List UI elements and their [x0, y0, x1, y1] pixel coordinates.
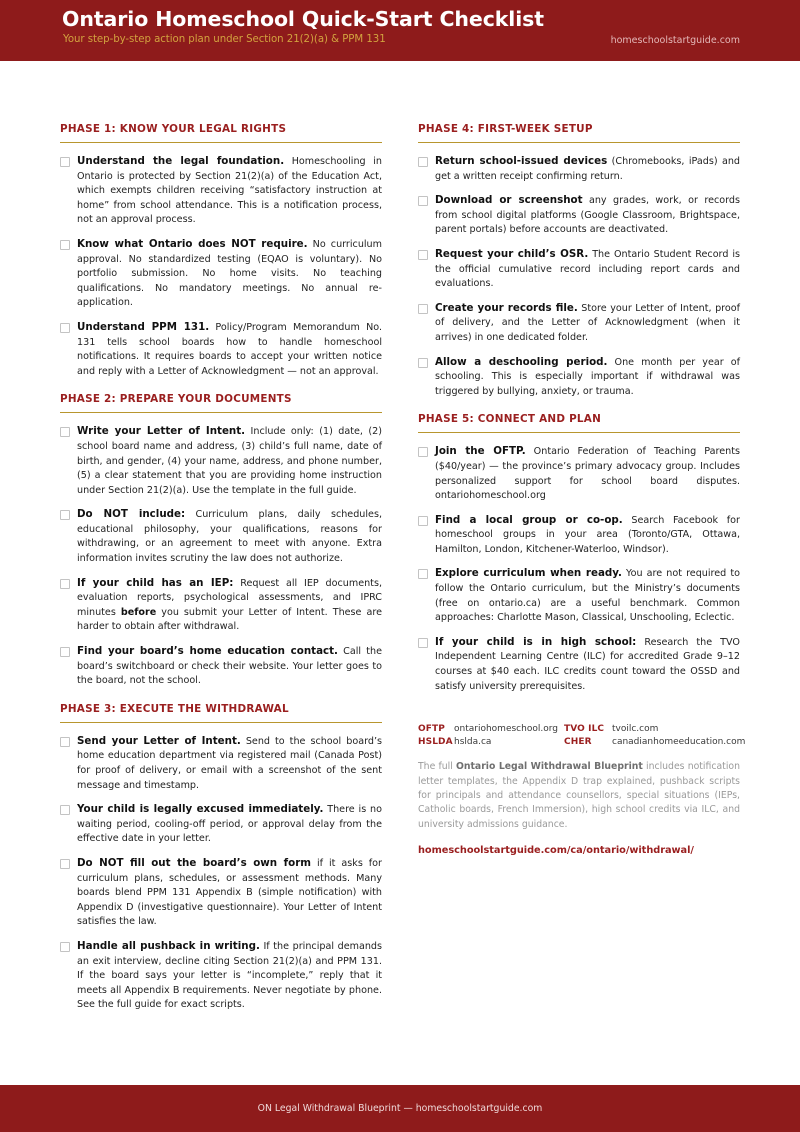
checklist-item[interactable] — [418, 513, 740, 558]
checklist-item-lead: Know what Ontario does NOT require. — [77, 237, 308, 250]
checklist-item-body: Call the board’s switchboard or check their website. Your letter goes to the board, not the school. — [77, 646, 382, 687]
checkbox-icon[interactable] — [418, 358, 428, 368]
checklist-item[interactable] — [60, 507, 382, 566]
checklist-item-lead: Find your board’s home education contact. — [77, 645, 338, 658]
checklist-item[interactable] — [60, 802, 382, 847]
checklist-item-text — [77, 734, 382, 793]
checklist-item[interactable] — [60, 320, 382, 379]
checklist-item[interactable] — [60, 237, 382, 311]
blueprint-title: Ontario Legal Withdrawal Blueprint — [455, 761, 643, 773]
phase-heading: PHASE 3: EXECUTE THE WITHDRAWAL — [60, 703, 382, 723]
checklist-item-body: Curriculum plans, daily schedules, educational philosophy, your qualifications, reasons for withdrawing, or an agreement to meet with anyone. Extra information invites scrutiny the law does not authorize. — [77, 509, 382, 565]
checkbox-icon[interactable] — [60, 805, 70, 815]
checklist-item-text — [77, 507, 382, 566]
checklist-item[interactable] — [418, 635, 740, 694]
checkbox-icon[interactable] — [60, 240, 70, 250]
checklist-item-emphasis: before — [120, 606, 157, 618]
checkbox-icon[interactable] — [418, 250, 428, 260]
checklist-item-body: Research the TVO Independent Learning Centre (ILC) for accredited Grade 9–12 courses at $40 each. ILC credits count toward the OSSD and satisfy university prerequisites. — [435, 636, 740, 692]
resource-label: HSLDA — [418, 737, 453, 748]
checkbox-icon[interactable] — [60, 510, 70, 520]
phase-heading: PHASE 2: PREPARE YOUR DOCUMENTS — [60, 393, 382, 413]
checkbox-icon[interactable] — [60, 737, 70, 747]
checklist-item-text — [77, 856, 382, 930]
checkbox-icon[interactable] — [418, 447, 428, 457]
checkbox-icon[interactable] — [418, 157, 428, 167]
checklist-item-text — [77, 576, 382, 635]
footer-text: ON Legal Withdrawal Blueprint — homeschoolstartguide.com — [257, 1103, 543, 1114]
checklist-item-text — [435, 566, 740, 625]
checklist-item-body: Include only: (1) date, (2) school board name and address, (3) child’s full name, date of birth, and gender, (4) your name, address, and phone number, (5) a clear statement that you are providing home instruction under Section 21(2)(a). Use the template in the full guide. — [77, 426, 382, 496]
checklist-item-lead: Explore curriculum when ready. — [435, 567, 622, 580]
checklist-item-lead: Handle all pushback in writing. — [77, 939, 260, 952]
checkbox-icon[interactable] — [418, 516, 428, 526]
checklist-item-lead: Return school-issued devices — [435, 155, 608, 167]
checklist-item-text — [435, 355, 740, 400]
checklist-item[interactable] — [60, 856, 382, 930]
checklist-item-body: The Ontario Student Record is the official cumulative record including report cards and evaluations. — [435, 248, 740, 290]
checklist-item-lead: Allow a deschooling period. — [435, 355, 608, 368]
blueprint-description-post: includes notification letter templates, the Appendix D trap explained, pushback scripts for principals and attendance counsellors, special situations (IEPs, Catholic boards, French Immersion), high school credits via ILC, and university admissions guidance. — [418, 761, 740, 830]
blueprint-cta-link[interactable]: homeschoolstartguide.com/ca/ontario/withdrawal/ — [418, 845, 694, 857]
checklist-item-lead: Your child is legally excused immediately. — [77, 803, 324, 816]
checklist-item-lead: Do NOT fill out the board’s own form — [77, 856, 311, 869]
checklist-item-text — [435, 247, 740, 292]
checklist-item[interactable] — [418, 247, 740, 292]
resource-links-grid — [418, 724, 746, 748]
checklist-item-body: Search Facebook for homeschool groups in your area (Toronto/GTA, Ottawa, Hamilton, London, Kitchener-Waterloo, Windsor). — [435, 514, 740, 555]
checklist-item-body: Store your Letter of Intent, proof of delivery, and the Letter of Acknowledgment (when it arrives) in one dedicated folder. — [435, 302, 741, 343]
resource-url[interactable]: ontariohomeschool.org — [454, 724, 558, 735]
checklist-item-text — [435, 301, 740, 346]
checklist-item-body: if it asks for curriculum plans, schedules, or assessment methods. Many boards blend PPM 131 Appendix B (simple notification) with Appendix D (investigative questionnaire). Your Letter of Intent satisfies the law. — [77, 857, 382, 928]
page-footer — [0, 1085, 800, 1132]
two-column-layout — [60, 123, 746, 1026]
resource-url[interactable]: hslda.ca — [454, 737, 492, 748]
phase-heading: PHASE 4: FIRST-WEEK SETUP — [418, 123, 740, 143]
checklist-item[interactable] — [60, 734, 382, 793]
resources-block — [418, 724, 746, 857]
checkbox-icon[interactable] — [418, 569, 428, 579]
checklist-item-lead: Understand PPM 131. — [77, 320, 210, 333]
phase-section — [418, 413, 740, 694]
checklist-item-text — [77, 644, 382, 689]
checklist-item-lead: Create your records file. — [435, 301, 578, 314]
checklist-item-text — [77, 320, 382, 379]
checkbox-icon[interactable] — [60, 579, 70, 589]
checklist-item-lead: Understand the legal foundation. — [77, 155, 285, 167]
checkbox-icon[interactable] — [60, 942, 70, 952]
checklist-item-lead: If your child is in high school: — [435, 635, 637, 648]
checklist-item[interactable] — [418, 355, 740, 400]
checklist-item-text — [77, 939, 382, 1013]
checklist-item[interactable] — [60, 154, 382, 228]
checklist-item-text — [77, 424, 382, 498]
checklist-item-body: any grades, work, or records from school digital platforms (Google Classroom, Brightspace, parent portals) before accounts are deactivated. — [435, 195, 741, 236]
resource-label: CHER — [564, 737, 592, 748]
checklist-item-body: One month per year of schooling. This is especially important if withdrawal was triggered by bullying, anxiety, or trauma. — [435, 356, 740, 397]
blueprint-description — [418, 760, 740, 832]
checklist-item-text — [435, 635, 740, 694]
checkbox-icon[interactable] — [60, 859, 70, 869]
page-header — [0, 0, 800, 61]
checklist-item[interactable] — [60, 644, 382, 689]
checklist-item-lead: If your child has an IEP: — [77, 576, 234, 589]
phase-section — [60, 123, 382, 379]
checklist-item-lead: Join the OFTP. — [435, 445, 526, 458]
checklist-item-lead: Send your Letter of Intent. — [77, 734, 241, 747]
checkbox-icon[interactable] — [60, 427, 70, 437]
phase-section — [60, 703, 382, 1013]
checklist-item[interactable] — [418, 154, 740, 184]
left-column — [60, 123, 382, 1026]
checklist-item[interactable] — [418, 193, 740, 238]
checklist-item-lead: Find a local group or co-op. — [435, 513, 623, 526]
checkbox-icon[interactable] — [418, 196, 428, 206]
checklist-item-lead: Do NOT include: — [77, 508, 186, 521]
resource-label: TVO ILC — [564, 724, 605, 735]
blueprint-description-pre: The full — [418, 761, 456, 773]
checklist-item[interactable] — [418, 566, 740, 625]
checkbox-icon[interactable] — [60, 323, 70, 333]
checklist-item-text — [77, 154, 382, 228]
checklist-item-text — [77, 802, 382, 847]
header-site-url: homeschoolstartguide.com — [610, 35, 740, 46]
checklist-item-body: There is no waiting period, cooling-off period, or approval delay from the effective date in your letter. — [77, 804, 382, 845]
checklist-item[interactable] — [60, 576, 382, 635]
checklist-item[interactable] — [60, 424, 382, 498]
checklist-item-lead: Write your Letter of Intent. — [77, 425, 246, 438]
checkbox-icon[interactable] — [60, 157, 70, 167]
resource-label: OFTP — [418, 724, 445, 735]
checklist-item-body: Request all IEP documents, evaluation reports, psychological assessments, and IPRC minutes — [77, 577, 382, 618]
checklist-item-text — [77, 237, 382, 311]
checklist-item[interactable] — [60, 939, 382, 1013]
page-title: Ontario Homeschool Quick-Start Checklist — [62, 7, 544, 31]
page-subtitle: Your step-by-step action plan under Section 21(2)(a) & PPM 131 — [63, 34, 386, 45]
checklist-item-body: Send to the school board’s home education department via registered mail (Canada Post) for proof of delivery, or email with a screenshot of the sent message and timestamp. — [77, 735, 382, 791]
resource-url[interactable]: tvoilc.com — [612, 724, 659, 735]
checklist-item[interactable] — [418, 301, 740, 346]
resource-url[interactable]: canadianhomeeducation.com — [612, 737, 746, 748]
checklist-item-body-tail: you submit your Letter of Intent. These are harder to obtain after withdrawal. — [77, 606, 382, 633]
checklist-item-text — [435, 154, 740, 184]
right-column — [418, 123, 746, 857]
checklist-item[interactable] — [418, 444, 740, 503]
checklist-item-body: (Chromebooks, iPads) and get a written receipt confirming return. — [435, 156, 740, 182]
checkbox-icon[interactable] — [60, 647, 70, 657]
checklist-item-body: If the principal demands an exit interview, decline citing Section 21(2)(a) and PPM 131. If the board says your letter is “incomplete,” reply that it meets all Appendix B requirements. Never negotiate by phone. See the full guide for exact scripts. — [77, 940, 382, 1011]
checklist-item-text — [435, 513, 740, 558]
checklist-item-text — [435, 444, 740, 503]
checklist-item-lead: Download or screenshot — [435, 194, 583, 207]
phase-heading: PHASE 5: CONNECT AND PLAN — [418, 413, 740, 433]
phase-heading: PHASE 1: KNOW YOUR LEGAL RIGHTS — [60, 123, 382, 143]
checklist-item-body: Homeschooling in Ontario is protected by Section 21(2)(a) of the Education Act, which exempts children receiving “satisfactory instruction at home” from school attendance. This is a notification process, not an approval process. — [77, 156, 382, 226]
checklist-item-lead: Request your child’s OSR. — [435, 247, 589, 260]
checklist-item-body: Ontario Federation of Teaching Parents ($40/year) — the province’s primary advocacy group. Includes personalized support for school board disputes. ontariohomeschool.org — [435, 446, 740, 502]
checklist-sheet — [0, 61, 800, 1085]
phase-section — [418, 123, 740, 399]
checklist-item-body: You are not required to follow the Ontario curriculum, but the Ministry’s documents (free on ontario.ca) are a useful benchmark. Common approaches: Charlotte Mason, Classical, Unschooling, Eclectic. — [435, 568, 740, 624]
checkbox-icon[interactable] — [418, 304, 428, 314]
checklist-item-body: No curriculum approval. No standardized testing (EQAO is voluntary). No portfolio submission. No home visits. No teaching qualifications. No mandatory meetings. No annual re-application. — [77, 238, 382, 309]
checklist-item-body: Policy/Program Memorandum No. 131 tells school boards how to handle homeschool notifications. It requires boards to accept your written notice and reply with a Letter of Acknowledgment — not an approval. — [77, 321, 382, 377]
checklist-item-text — [435, 193, 740, 238]
checkbox-icon[interactable] — [418, 638, 428, 648]
phase-section — [60, 393, 382, 689]
